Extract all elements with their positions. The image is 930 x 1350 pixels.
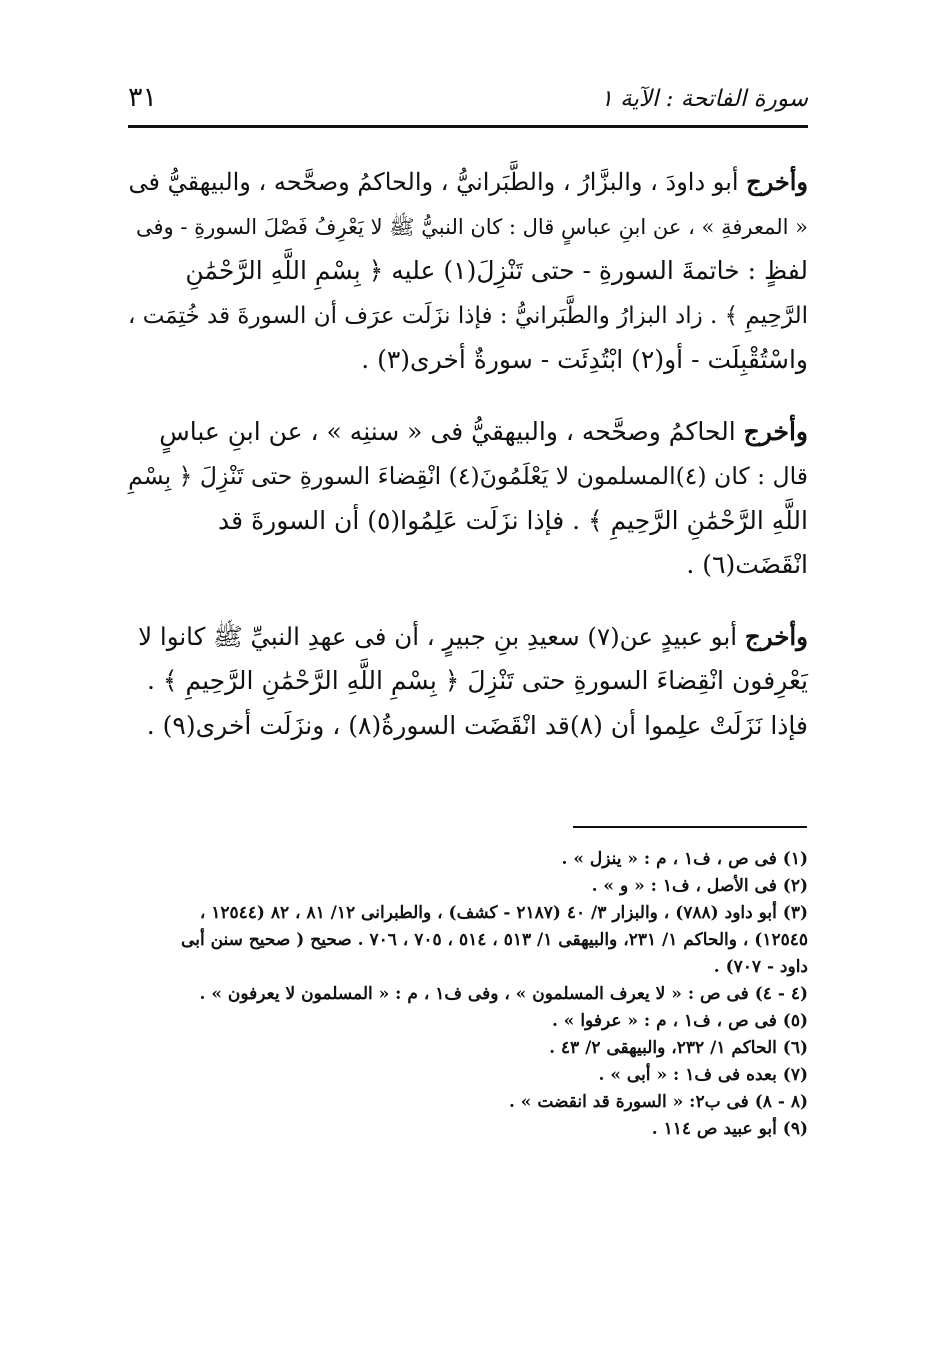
paragraph-1	[128, 160, 808, 383]
paragraph-text: أبو عبيدٍ عن(٧) سعيدِ بنِ جبيرٍ ، أن فى عهدِ النبيِّ ﷺ كانوا لا	[138, 621, 745, 651]
paragraph-line	[128, 615, 808, 660]
footnote-3-continued: داود - ٧٠٧) .	[713, 957, 808, 977]
main-text	[128, 160, 808, 775]
paragraph-line: واسْتُقْبِلَت - أو(٢) ابْتُدِئَت - سورةٌ أخرى(٣) .	[361, 345, 808, 374]
running-header	[128, 82, 808, 122]
paragraph-2	[128, 410, 808, 588]
paragraph-text: الحاكمُ وصحَّحه ، والبيهقيُّ فى « سننِه » ، عن ابنِ عباسٍ	[159, 416, 744, 446]
footnote-2: (٢) فى الأصل ، ف١ : « و » .	[591, 876, 808, 896]
paragraph-lead: وأخرج	[743, 416, 808, 446]
footnote-8: (٨ - ٨) فى ب٢: « السورة قد انقضت » .	[508, 1092, 808, 1112]
footnote-7: (٧) بعده فى ف١ : « أبى » .	[598, 1065, 808, 1085]
paragraph-line: انْقَضَت(٦) .	[686, 550, 808, 579]
paragraph-line: اللَّهِ الرَّحْمَٰنِ الرَّحِيمِ ﴾ . فإذا نزَلَت عَلِمُوا(٥) أن السورةَ قد	[218, 505, 808, 535]
paragraph-line	[128, 160, 808, 205]
paragraph-text: أبو داودَ ، والبزَّارُ ، والطَّبَرانيُّ ، والحاكمُ وصحَّحه ، والبيهقيُّ فى	[128, 168, 747, 196]
header-rule	[128, 125, 808, 128]
footnote-5: (٥) فى ص ، ف١ ، م : « عرفوا » .	[551, 1011, 808, 1031]
footnote-3: (٣) أبو داود (٧٨٨) ، والبزار ٣/ ٤٠ (٢١٨٧ - كشف) ، والطبرانى ١٢/ ٨١ ، ٨٢ (١٢٥٤٤ ،	[199, 903, 808, 923]
footnote-6: (٦) الحاكم ١/ ٢٣٢، والبيهقى ٢/ ٤٣ .	[549, 1038, 808, 1058]
paragraph-lead: وأخرج	[746, 167, 808, 196]
footnotes	[128, 846, 808, 1143]
footnote-9: (٩) أبو عبيد ص ١١٤ .	[651, 1119, 808, 1139]
paragraph-line: لفظٍ : خاتمةَ السورةِ - حتى تَنْزِلَ(١) عليه ﴿ بِسْمِ اللَّهِ الرَّحْمَٰنِ	[185, 256, 808, 285]
footnote-4: (٤ - ٤) فى ص : « لا يعرف المسلمون » ، وفى ف١ ، م : « المسلمون لا يعرفون » .	[199, 984, 808, 1004]
paragraph-line: فإذا نَزَلَتْ علِموا أن (٨)قد انْقَضَت السورةُ(٨) ، ونزَلَت أخرى(٩) .	[146, 710, 808, 740]
page-number: ٣١	[128, 82, 158, 113]
footnote-1: (١) فى ص ، ف١ ، م : « ينزل » .	[561, 849, 808, 869]
paragraph-line: الرَّحِيمِ ﴾ . زاد البزارُ والطَّبَرانيُّ : فإذا نزَلَت عرَف أن السورةَ قد خُتِمَت ،	[127, 302, 808, 329]
paragraph-line: قال : كان (٤)المسلمون لا يَعْلَمُونَ(٤) انْقِضاءَ السورةِ حتى تَنْزِلَ ﴿ بِسْمِ	[128, 462, 808, 490]
footnote-separator	[573, 826, 807, 828]
paragraph-line: يَعْرِفون انْقِضاءَ السورةِ حتى تَنْزِلَ ﴿ بِسْمِ اللَّهِ الرَّحْمَٰنِ الرَّحِيمِ ﴾ .	[147, 666, 808, 695]
footnote-3-continued: ١٢٥٤٥) ، والحاكم ١/ ٢٣١، والبيهقى ١/ ٥١٣ ، ٥١٤ ، ٧٠٥ ، ٧٠٦ . صحيح ( صحيح سنن أبى	[181, 930, 808, 950]
paragraph-lead: وأخرج	[744, 621, 808, 651]
paragraph-3	[128, 615, 808, 749]
paragraph-line	[128, 410, 808, 455]
running-title: سورة الفاتحة : الآية ١	[600, 86, 808, 112]
paragraph-line: « المعرفةِ » ، عن ابنِ عباسٍ قال : كان النبيُّ ﷺ لا يَعْرِفُ فَصْلَ السورةِ - وفى	[136, 214, 808, 239]
